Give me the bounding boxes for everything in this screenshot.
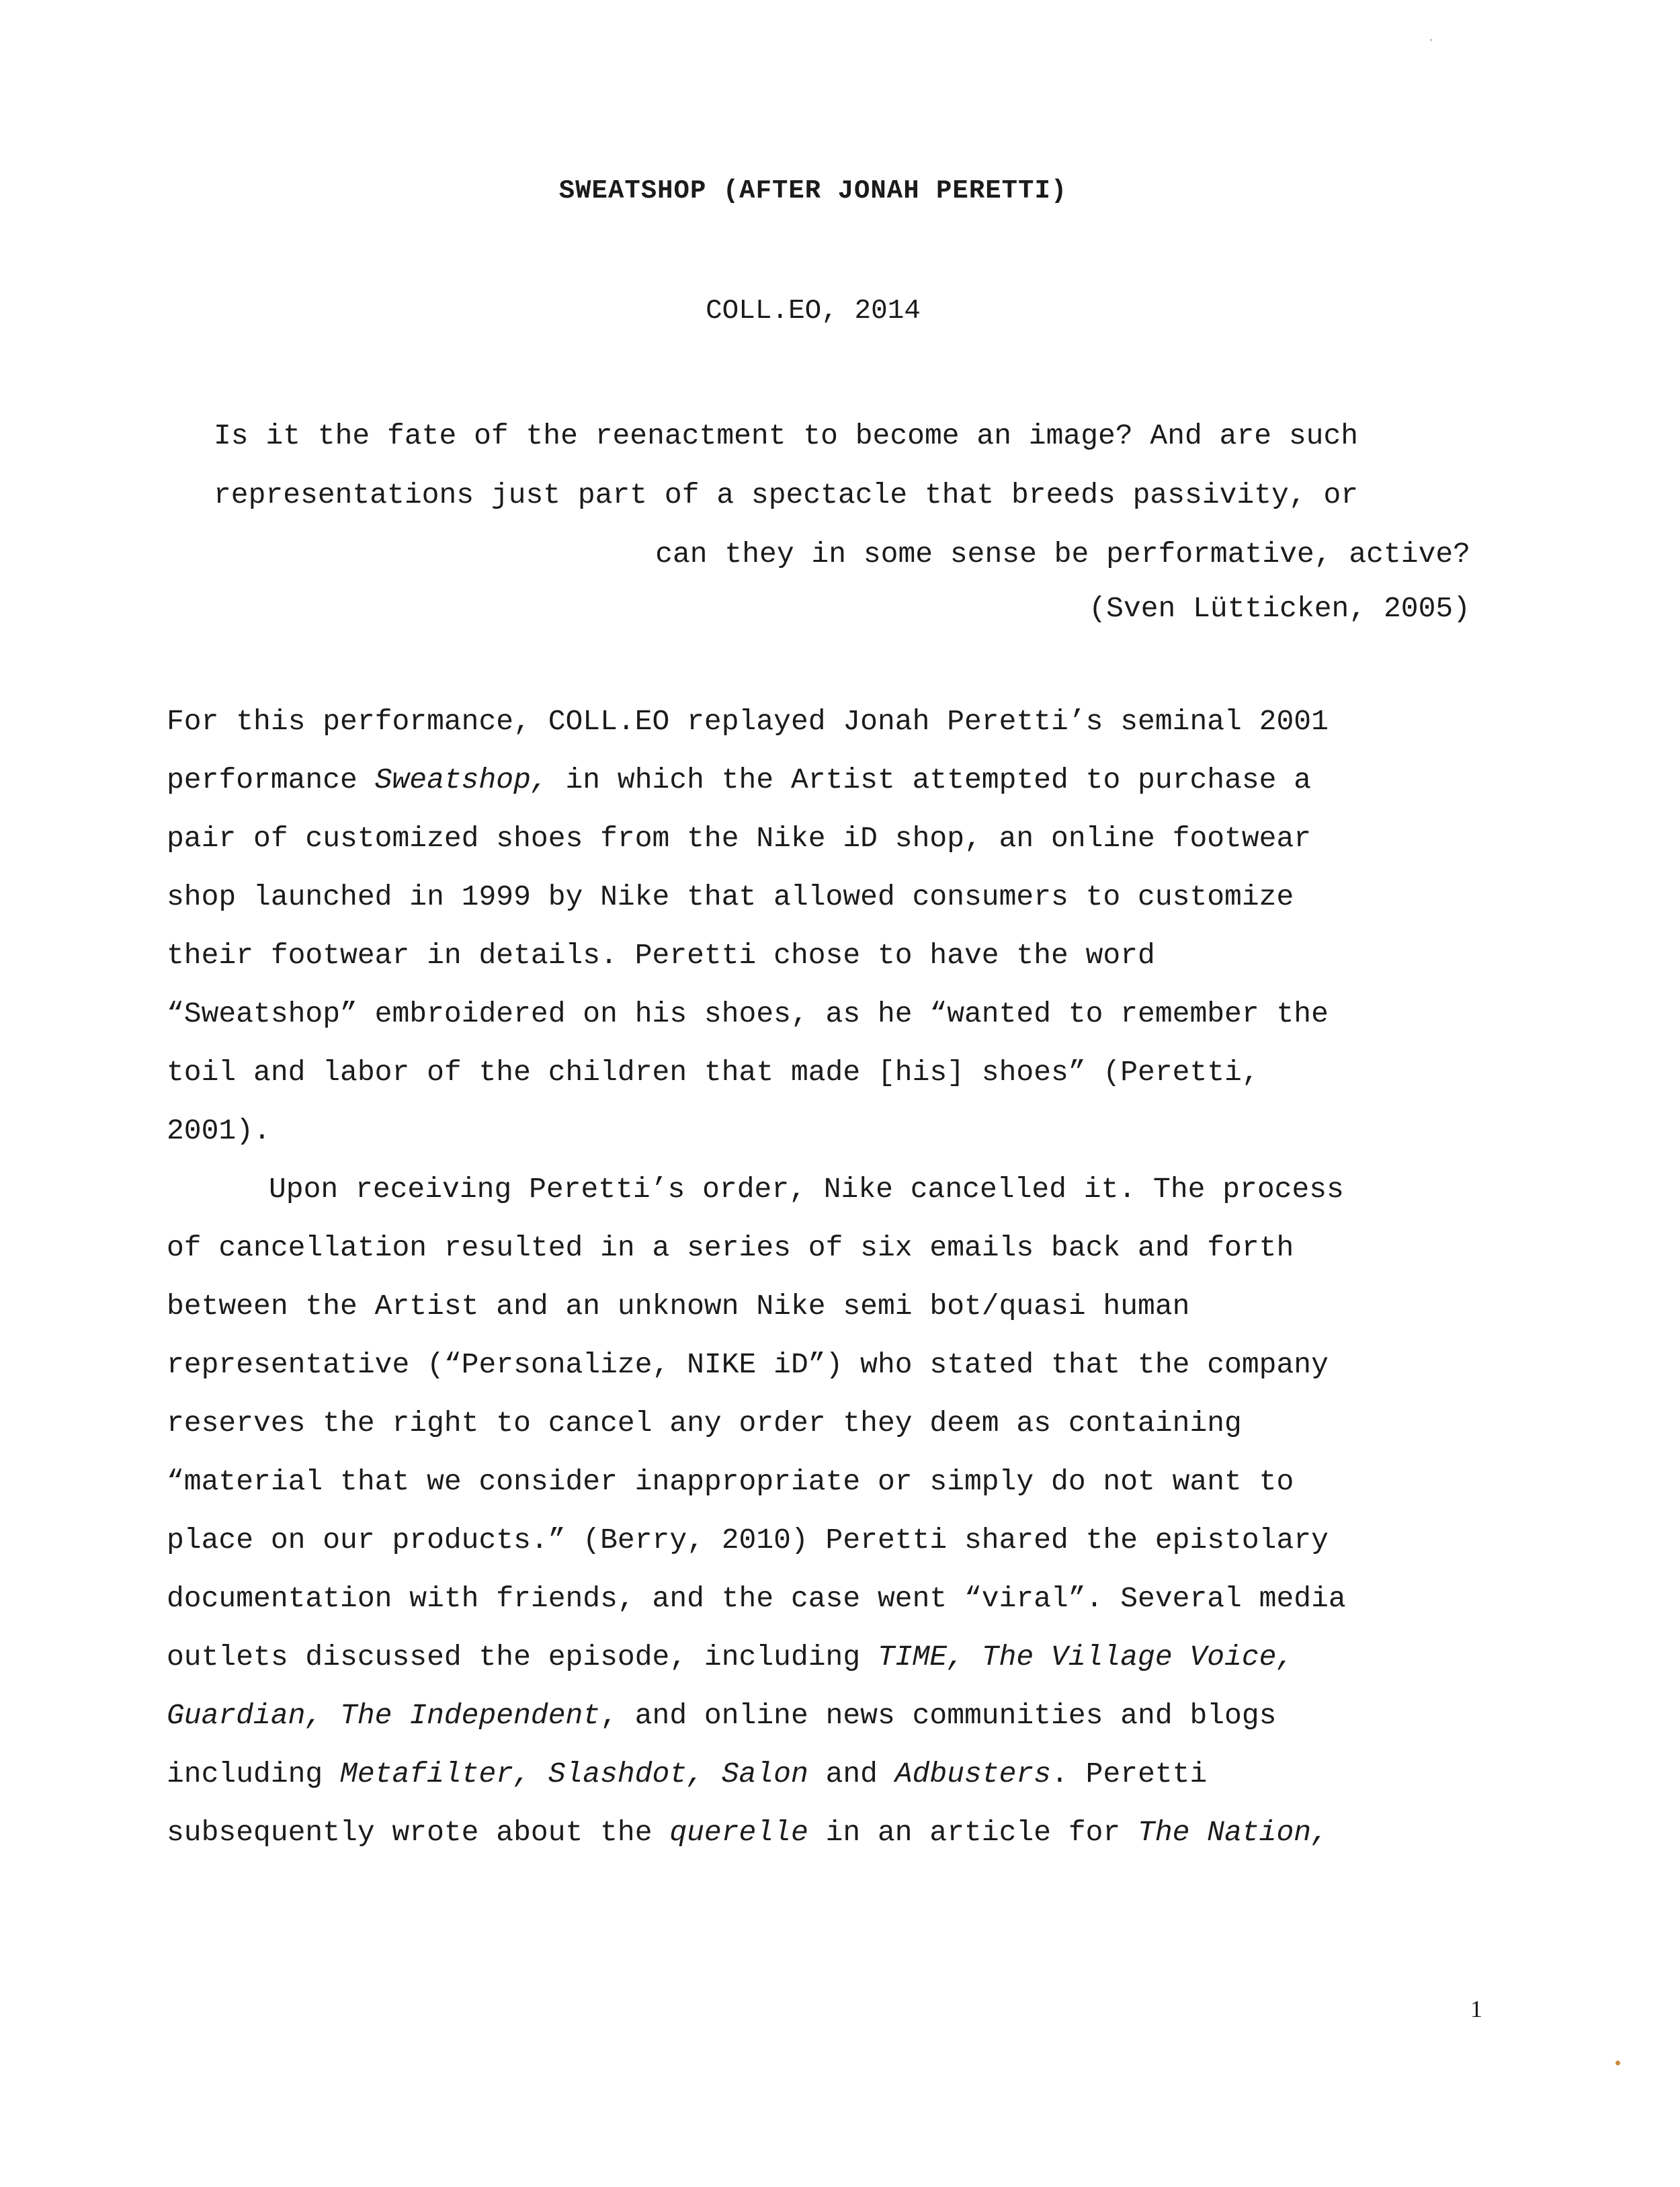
document-subtitle: COLL.EO, 2014 xyxy=(706,296,921,327)
body-text xyxy=(167,692,1524,1862)
body-line: Upon receiving Peretti’s order, Nike cancelled it. The process xyxy=(269,1173,1344,1206)
body-text-run: outlets discussed the episode, including xyxy=(167,1641,878,1674)
scan-speck xyxy=(1615,2061,1620,2065)
body-line: 2001). xyxy=(167,1114,271,1147)
body-text-run: in an article for xyxy=(808,1816,1138,1849)
document-title: SWEATSHOP (AFTER JONAH PERETTI) xyxy=(558,176,1068,206)
body-line: documentation with friends, and the case went “viral”. Several media xyxy=(167,1582,1346,1615)
body-line xyxy=(167,751,1524,809)
epigraph xyxy=(214,407,1470,584)
body-line: shop launched in 1999 by Nike that allowed consumers to customize xyxy=(167,880,1294,913)
body-text-run: . Peretti xyxy=(1051,1758,1208,1790)
body-line: For this performance, COLL.EO replayed Jonah Peretti’s seminal 2001 xyxy=(167,705,1329,738)
body-line xyxy=(167,1628,1524,1686)
body-line: of cancellation resulted in a series of six emails back and forth xyxy=(167,1231,1294,1264)
body-line: representative (“Personalize, NIKE iD”) who stated that the company xyxy=(167,1348,1329,1381)
body-line: pair of customized shoes from the Nike iD shop, an online footwear xyxy=(167,822,1312,855)
body-line: between the Artist and an unknown Nike semi bot/quasi human xyxy=(167,1290,1190,1323)
epigraph-line: can they in some sense be performative, active? xyxy=(655,538,1470,571)
body-line: “material that we consider inappropriate or simply do not want to xyxy=(167,1465,1294,1498)
italic-publication: Adbusters xyxy=(894,1758,1052,1790)
body-text-run: subsequently wrote about the xyxy=(167,1816,670,1849)
epigraph-attribution: (Sven Lütticken, 2005) xyxy=(1089,592,1470,625)
body-text-run: and xyxy=(808,1758,895,1790)
page-number: 1 xyxy=(1470,1995,1482,2022)
body-text-run: , and online news communities and blogs xyxy=(600,1699,1277,1732)
body-text-run: performance xyxy=(167,764,375,796)
body-text-run: including xyxy=(167,1758,341,1790)
italic-publication: Guardian, The Independent xyxy=(167,1699,601,1732)
italic-work-title: Sweatshop, xyxy=(374,764,548,796)
body-line: their footwear in details. Peretti chose to have the word xyxy=(167,939,1155,972)
epigraph-line: Is it the fate of the reenactment to become an image? And are such xyxy=(214,419,1359,452)
body-line xyxy=(167,1745,1524,1803)
epigraph-line: representations just part of a spectacle that breeds passivity, or xyxy=(214,479,1359,511)
scan-speck xyxy=(1430,39,1432,41)
body-line xyxy=(167,1803,1524,1862)
italic-term: querelle xyxy=(669,1816,808,1849)
body-line: toil and labor of the children that made [his] shoes” (Peretti, xyxy=(167,1056,1259,1089)
body-line: place on our products.” (Berry, 2010) Peretti shared the epistolary xyxy=(167,1524,1329,1557)
body-text-run: in which the Artist attempted to purchase a xyxy=(548,764,1312,796)
italic-publication: TIME, The Village Voice, xyxy=(877,1641,1294,1674)
body-line: reserves the right to cancel any order they deem as containing xyxy=(167,1407,1242,1440)
italic-publication: Metafilter, Slashdot, Salon xyxy=(340,1758,808,1790)
body-line xyxy=(167,1686,1524,1745)
italic-publication: The Nation, xyxy=(1138,1816,1329,1849)
body-line: “Sweatshop” embroidered on his shoes, as he “wanted to remember the xyxy=(167,997,1329,1030)
